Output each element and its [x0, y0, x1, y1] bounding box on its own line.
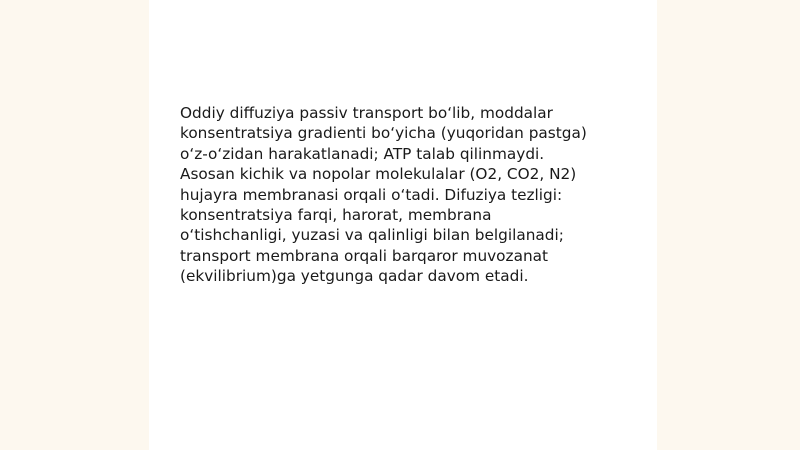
- body-paragraph: [180, 103, 630, 287]
- paragraph-line: konsentratsiya gradienti bo‘yicha (yuqoridan pastga): [180, 124, 587, 143]
- paragraph-line: o‘z-o‘zidan harakatlanadi; ATP talab qilinmaydi.: [180, 144, 545, 163]
- paragraph-line: Asosan kichik va nopolar molekulalar (O2, CO2, N2): [180, 165, 577, 184]
- paragraph-line: Oddiy diffuziya passiv transport bo‘lib, moddalar: [180, 104, 553, 122]
- paragraph-line: hujayra membranasi orqali o‘tadi. Difuziya tezligi:: [180, 185, 563, 204]
- document-page: [149, 0, 657, 450]
- paragraph-line: (ekvilibrium)ga yetgunga qadar davom etadi.: [180, 267, 529, 286]
- paragraph-line: o‘tishchanligi, yuzasi va qalinligi bilan belgilanadi;: [180, 226, 564, 245]
- paragraph-line: transport membrana orqali barqaror muvozanat: [180, 246, 549, 265]
- paragraph-line: konsentratsiya farqi, harorat, membrana: [180, 206, 492, 225]
